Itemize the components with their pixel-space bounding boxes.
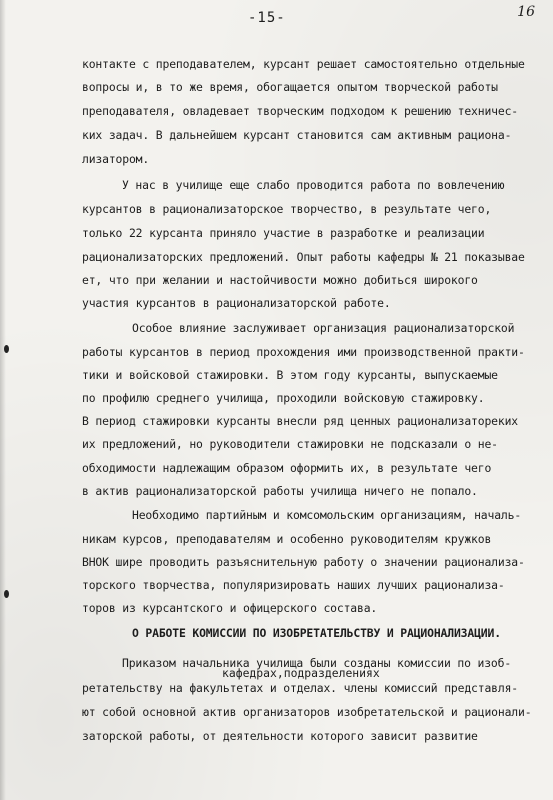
binding-hole-mark [4,345,9,353]
handwritten-page-number: 16 [517,4,535,20]
text-line: В период стажировки курсанты внесли ряд ценных рационализатореких [82,414,519,428]
page-shadow-edge [0,0,6,800]
text-line: ретательству на факультетах и отделах. члены комиссий представля- [82,681,519,695]
text-line: лизатором. [82,152,150,166]
section-heading: О РАБОТЕ КОМИССИИ ПО ИЗОБРЕТАТЕЛЬСТВУ И РАЦИОНАЛИЗАЦИИ. [132,626,501,640]
text-line: в актив рационализаторской работы училища ничего не попало. [82,484,478,498]
text-line: ют собой основной актив организаторов изобретательской и рационали- [82,705,532,719]
text-line: курсантов в рационализаторское творчество, в результате чего, [82,202,492,216]
text-line: никам курсов, преподавателям и особенно руководителям кружков [82,532,492,546]
handwritten-insertion: кафедрах,подразделениях [222,666,380,680]
text-line: ких задач. В дальнейшем курсант становится сам активным рациона- [82,128,512,142]
text-line: торов из курсантского и офицерского состава. [82,601,378,615]
text-line: только 22 курсанта приняло участие в разработке и реализации [82,226,485,240]
text-line: рационализаторских предложений. Опыт работы кафедры № 21 показывае [82,250,525,264]
text-line: Необходимо партийным и комсомольским организациям, началь- [132,508,522,522]
text-line: участия курсантов в рационализаторской работе. [82,296,391,310]
text-line: их предложений, но руководители стажировки не подсказали о не- [82,437,498,451]
text-line: работы курсантов в период прохождения ими производственной практи- [82,345,525,359]
text-line: заторской работы, от деятельности которого зависит развитие [82,729,478,743]
text-line: У нас в училище еще слабо проводится работа по вовлечению [122,178,505,192]
text-line: преподавателя, овладевает творческим подходом к решению техничес- [82,104,519,118]
text-line: тики и войсковой стажировки. В этом году курсанты, выпускаемые [82,368,498,382]
binding-hole-mark [4,590,9,598]
text-line: ет, что при желании и настойчивости можно добиться широкого [82,273,478,287]
text-line: вопросы и, в то же время, обогащается опытом творческой работы [82,80,498,94]
text-line: контакте с преподавателем, курсант решает самостоятельно отдельные [82,57,525,71]
text-line: торского творчества, популяризировать наших лучших рационализа- [82,578,505,592]
text-line: Приказом начальника училища были созданы комиссии по изоб- [122,656,512,670]
page-number: -15- [248,10,286,26]
text-line: Особое влияние заслуживает организация рационализаторской [132,321,515,335]
text-line: ВНОК шире проводить разъяснительную работу о значении рационализа- [82,555,525,569]
text-line: по профилю среднего училища, проходили войсковую стажировку. [82,391,485,405]
text-line: обходимости надлежащим образом оформить их, в результате чего [82,461,492,475]
